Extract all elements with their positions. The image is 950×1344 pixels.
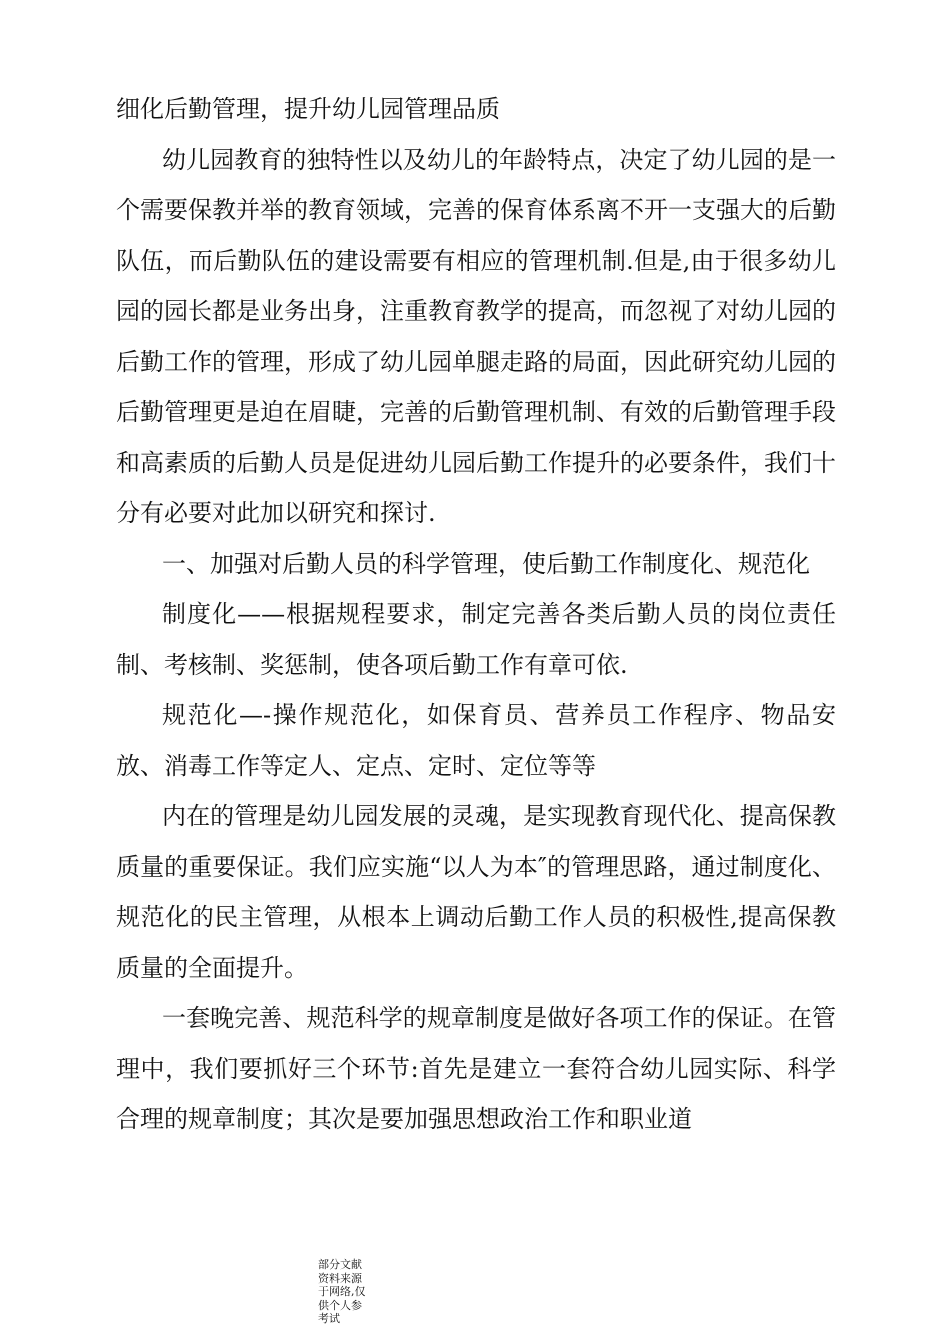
paragraph-rules-system: 一套晚完善、规范科学的规章制度是做好各项工作的保证。在管理中，我们要抓好三个环节:首先是建立一套符合幼儿园实际、科学合理的规章制度；其次是要加强思想政治工作和职业道 bbox=[116, 1004, 836, 1133]
footer-note: 部分文献资料来源于网络,仅供个人参考试 bbox=[318, 1258, 366, 1326]
section-heading-1: 一、加强对后勤人员的科学管理，使后勤工作制度化、规范化 bbox=[162, 549, 810, 578]
document-body bbox=[116, 84, 836, 1145]
paragraph-institutionalization: 制度化——根据规程要求，制定完善各类后勤人员的岗位责任制、考核制、奖惩制，使各项后勤工作有章可依. bbox=[116, 600, 836, 679]
paragraph-intro: 幼儿园教育的独特性以及幼儿的年龄特点，决定了幼儿园的是一个需要保教并举的教育领域，完善的保育体系离不开一支强大的后勤队伍，而后勤队伍的建设需要有相应的管理机制.但是,由于很多幼儿园的园长都是业务出身，注重教育教学的提高，而忽视了对幼儿园的后勤工作的管理，形成了幼儿园单腿走路的局面，因此研究幼儿园的后勤管理更是迫在眉睫，完善的后勤管理机制、有效的后勤管理手段和高素质的后勤人员是促进幼儿园后勤工作提升的必要条件，我们十分有必要对此加以研究和探讨. bbox=[116, 145, 836, 527]
document-title: 细化后勤管理，提升幼儿园管理品质 bbox=[116, 95, 500, 123]
paragraph-internal-management: 内在的管理是幼儿园发展的灵魂，是实现教育现代化、提高保教质量的重要保证。我们应实施“以人为本″的管理思路，通过制度化、规范化的民主管理，从根本上调动后勤工作人员的积极性,提高保教质量的全面提升。 bbox=[116, 802, 836, 982]
paragraph-standardization: 规范化—-操作规范化，如保育员、营养员工作程序、物品安放、消毒工作等定人、定点、定时、定位等等 bbox=[116, 701, 836, 780]
